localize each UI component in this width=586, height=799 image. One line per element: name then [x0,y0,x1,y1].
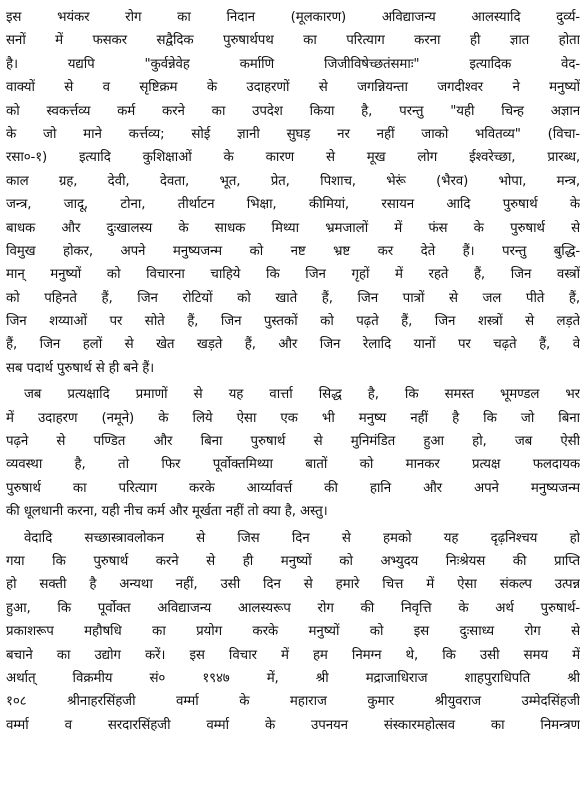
text-line: को स्वकर्त्तव्य कर्म करने का उपदेश किया है, परन्तु "यही चिन्ह अज्ञान [6,103,580,119]
text-line: जन्त्र, जादू, टोना, तीर्थाटन भिक्षा, कीमियां, रसायन आदि पुरुषार्थ के [6,197,580,213]
text-line: जिन शय्याओं पर सोते हैं, जिन पुस्तकों को पढ़ते हैं, जिन शस्त्रों से लड़ते [6,314,580,330]
text-line: की धूलधानी करना, यही नीच कर्म और मूर्खता नहीं तो क्या है, अस्तु। [6,504,328,520]
paragraph-3 [6,527,580,738]
text-line: विमुख होकर, अपने मनुष्यजन्म को नष्ट भ्रष्ट कर देते हैं। परन्तु बुद्धि- [6,243,580,259]
text-line: प्रकाशरूप महौषधि का प्रयोग करके मनुष्यों को इस दुःसाध्य रोग से [6,624,580,640]
text-line: अर्थात् विक्रमीय सं० १९४७ में, श्री मद्राजाधिराज शाहपुराधिपति श्री [6,670,580,686]
text-line: काल ग्रह, देवी, देवता, भूत, प्रेत, पिशाच, भेरूं (भैरव) भोपा, मन्त्र, [6,173,580,189]
text-line: जब प्रत्यक्षादि प्रमाणों से यह वार्त्ता सिद्ध है, कि समस्त भूमण्डल भर [24,387,580,403]
text-line: वर्म्मा व सरदारसिंहजी वर्म्मा के उपनयन संस्कारमहोत्सव का निमन्त्रण [6,717,580,733]
text-line: इस भयंकर रोग का निदान (मूलकारण) अविद्याजन्य आलस्यादि दुर्व्य- [6,10,580,25]
text-line: के जो माने कर्त्तव्य; सोई ज्ञानी सुघड़ नर नहीं जाको भवितव्य" (विचा- [6,126,580,142]
text-line: हैं, जिन हलों से खेत खड़ते हैं, और जिन रेलादि यानों पर चढ़ते हैं, वे [6,337,580,353]
text-line: पढ़ने से पण्डित और बिना पुरुषार्थ से मुनिमंडित हुआ हो, जब ऐसी [6,434,580,450]
text-line: में उदाहरण (नमूने) के लिये ऐसा एक भी मनुष्य नहीं है कि जो बिना [6,410,580,426]
text-line: को पहिनते हैं, जिन रोटियों को खाते हैं, जिन पात्रों से जल पीते हैं, [6,290,580,306]
paragraph-1 [6,6,580,380]
paragraph-2 [6,383,580,523]
text-line: हो सक्ती है अन्यथा नहीं, उसी दिन से हमारे चित्त में ऐसा संकल्प उत्पन्न [6,577,580,593]
text-line: वेदादि सच्छास्त्रावलोकन से जिस दिन से हमको यह दृढ़निश्चय हो [24,530,580,546]
text-line: वाक्यों से व सृष्टिक्रम के उदाहरणों से जगन्नियन्ता जगदीश्वर ने मनुष्यों [6,80,580,96]
text-line: बाधक और दुःखालस्य के साधक मिथ्या भ्रमजालों में फंस के पुरुषार्थ से [6,220,580,236]
text-line: मान् मनुष्यों को विचारना चाहिये कि जिन गृहों में रहते हैं, जिन वस्त्रों [6,267,580,283]
text-line: हुआ, कि पूर्वोक्त अविद्याजन्य आलस्यरूप रोग की निवृत्ति के अर्थ पुरुषार्थ- [6,600,580,616]
text-line: गया कि पुरुषार्थ करने से ही मनुष्यों को अभ्युदय निःश्रेयस की प्राप्ति [6,553,580,569]
text-line: व्यवस्था है, तो फिर पूर्वोक्तमिथ्या बातों को मानकर प्रत्यक्ष फलदायक [6,457,580,473]
text-line: सनों में फसकर सद्वैदिक पुरुषार्थपथ का परित्याग करना ही ज्ञात होता [6,33,580,49]
text-line: सब पदार्थ पुरुषार्थ से ही बने हैं। [6,360,155,376]
text-line: पुरुषार्थ का परित्याग करके आर्य्यावर्त्त की हानि और अपने मनुष्यजन्म [6,480,580,496]
text-line: १०८ श्रीनाहरसिंहजी वर्म्मा के महाराज कुमार श्रीयुवराज उम्मेदसिंहजी [6,694,580,710]
text-line: है। यद्यपि "कुर्वन्नेवेह कर्माणि जिजीविषेच्छतंसमाः" इत्यादिक वेद- [6,56,580,72]
text-line: बचाने का उद्योग करें। इस विचार में हम निमग्न थे, कि उसी समय में [6,647,580,663]
text-line: रसा०-१) इत्यादि कुशिक्षाओं के कारण से मूख लोग ईश्वरेच्छा, प्रारब्ध, [6,150,580,166]
